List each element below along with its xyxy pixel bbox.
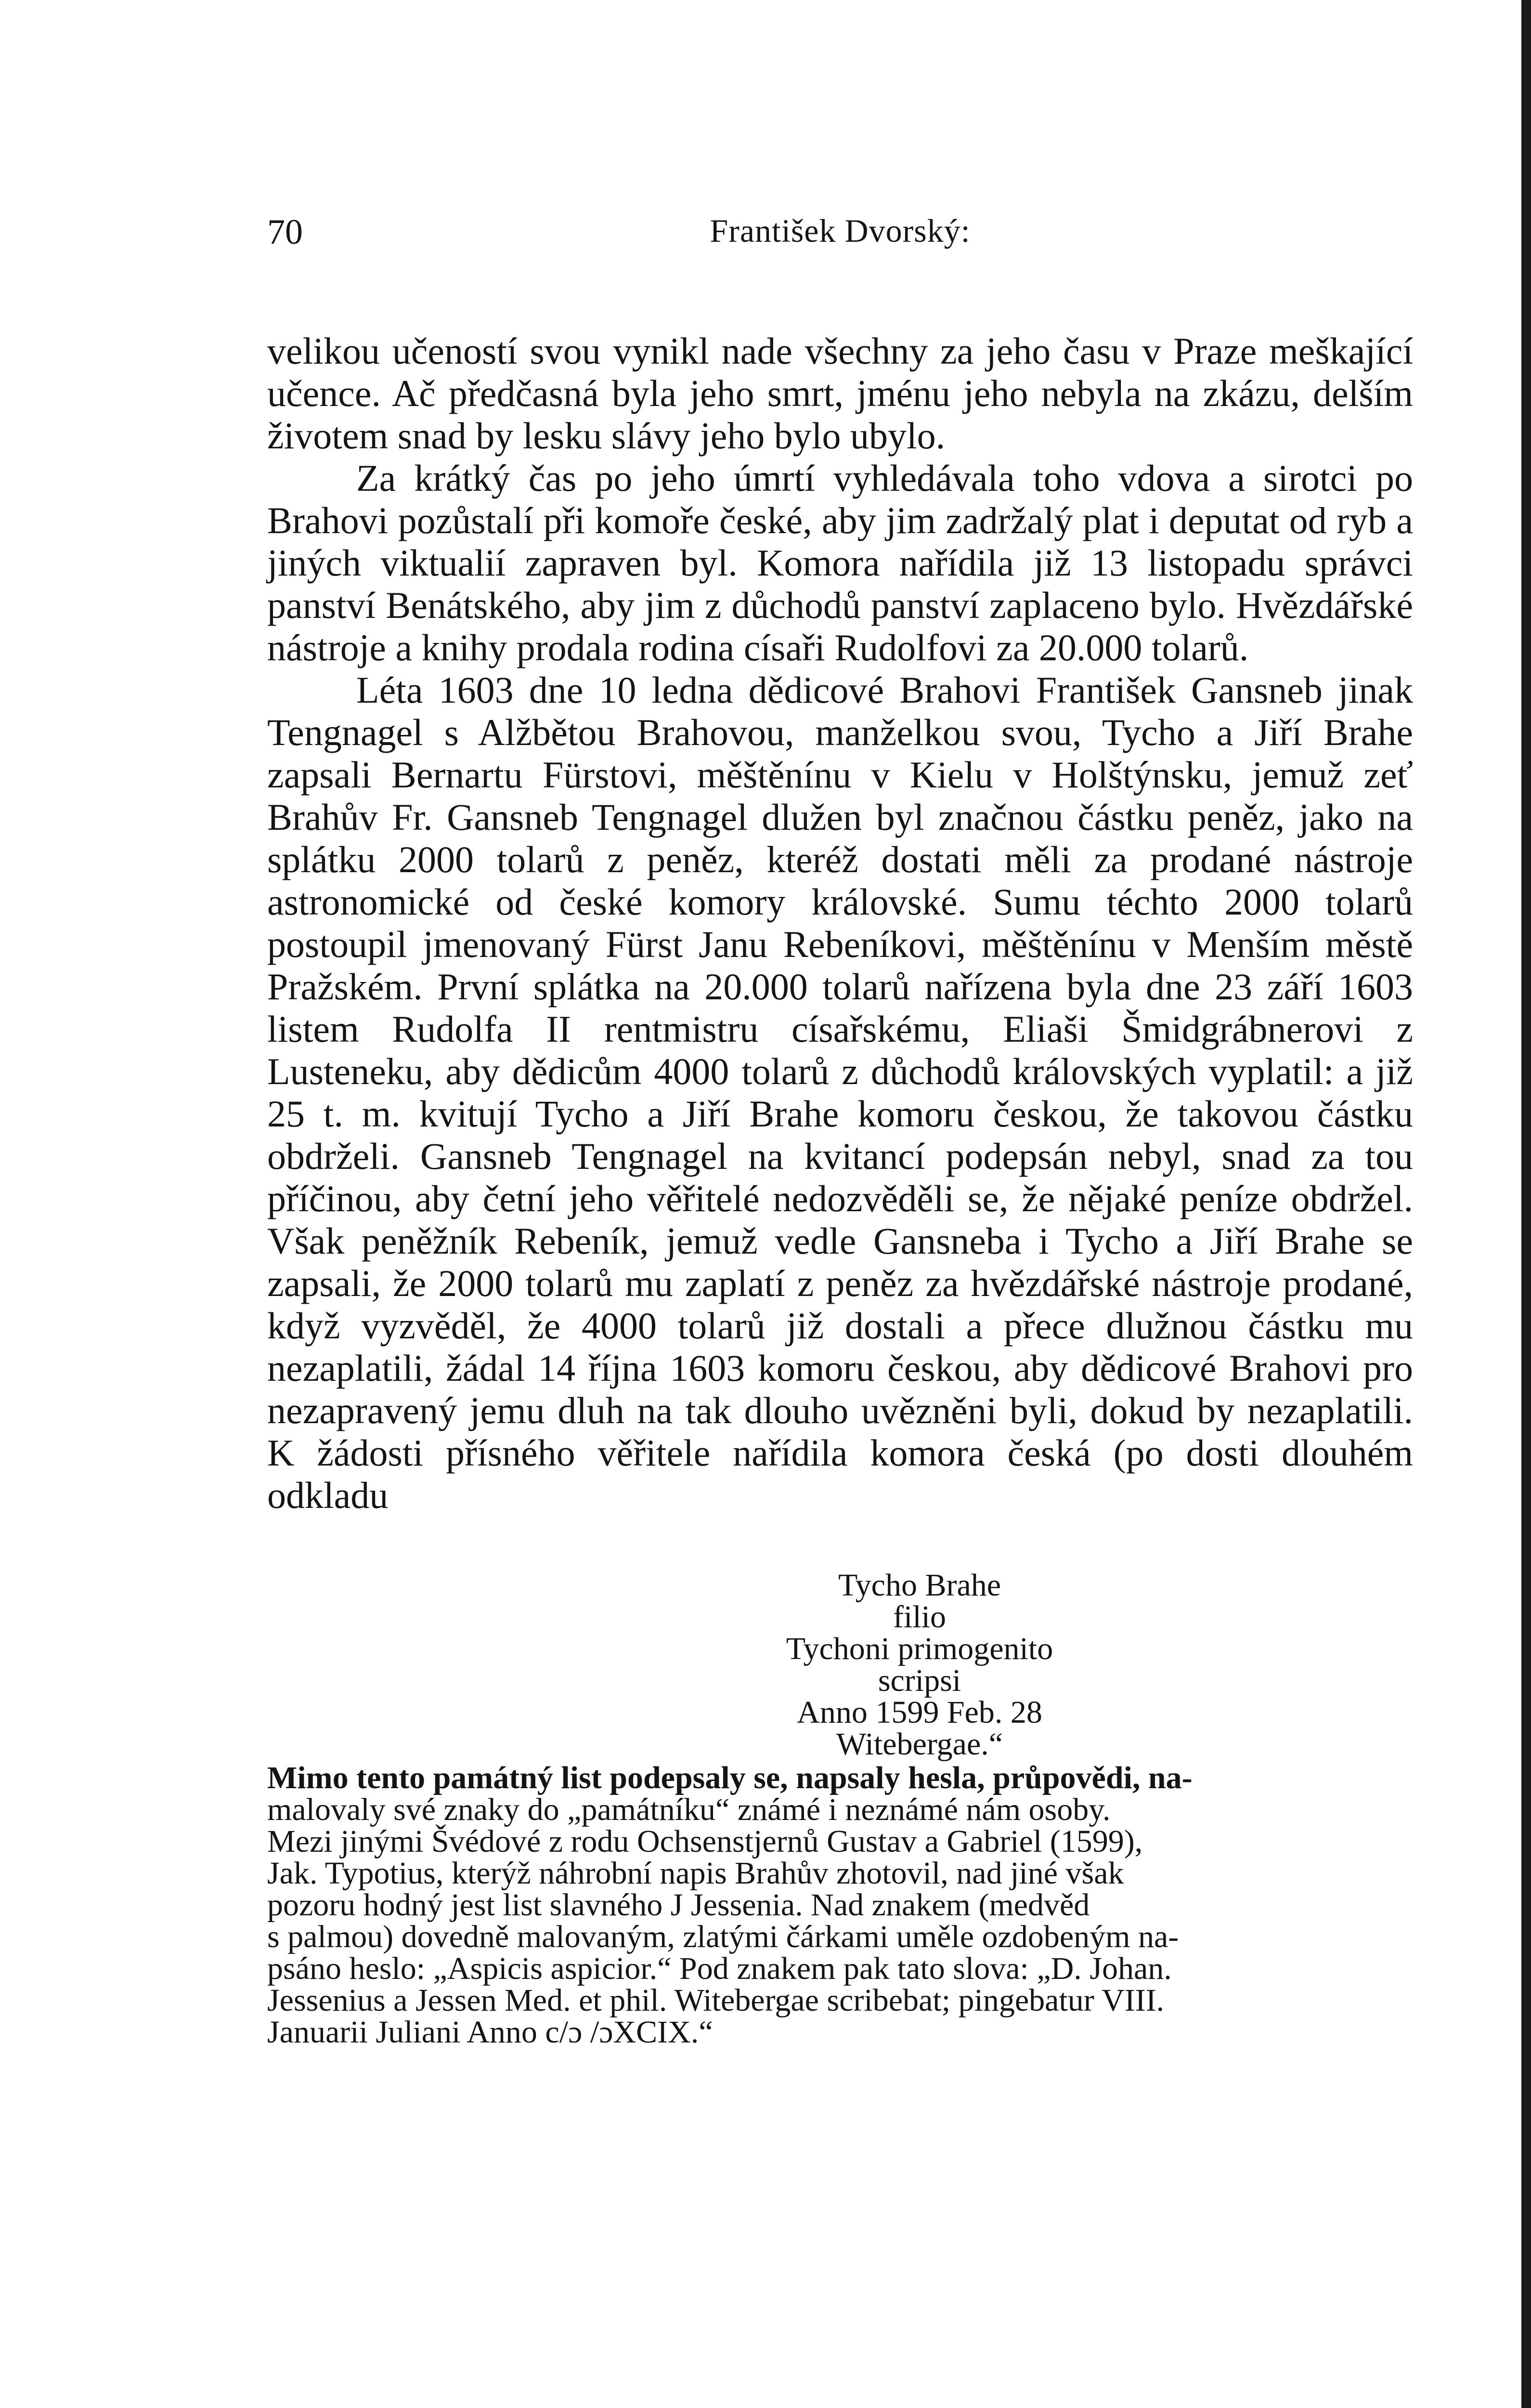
inscription-line: Tychoni primogenito <box>786 1631 1053 1666</box>
running-head: František Dvorský: <box>710 212 971 249</box>
inscription-line: Witebergae.“ <box>836 1727 1003 1762</box>
footnote <box>267 1570 1413 2048</box>
scan-edge-right <box>1521 0 1531 2408</box>
inscription-line: Tycho Brahe <box>838 1568 1001 1603</box>
footnote-line: Januarii Juliani Anno c/ɔ /ɔXCIX.“ <box>267 2015 713 2050</box>
inscription-line: scripsi <box>878 1663 961 1698</box>
footnote-line: malovaly své znaky do „památníku“ známé i neznámé nám osoby. <box>267 1792 1111 1827</box>
footnote-line: Mimo tento památný list podepsaly se, napsaly hesla, průpovědi, na- <box>267 1760 1193 1795</box>
paragraph-3: Léta 1603 dne 10 ledna dědicové Brahovi František Gansneb jinak Tengnagel s Alžbětou Brahovou, manželkou svou, Tycho a Jiří Brahe zapsali Bernartu Fürstovi, měštěnínu v Kielu v Holštýnsku, jemuž zeť Brahův Fr. Gansneb Tengnagel dlužen byl značnou částku peněz, jako na splátku 2000 tolarů z peněz, kteréž dostati měli za prodané nástroje astronomické od české komory královské. Sumu téchto 2000 tolarů postoupil jmenovaný Fürst Janu Rebeníkovi, měštěnínu v Menším městě Pražském. První splátka na 20.000 tolarů nařízena byla dne 23 září 1603 listem Rudolfa II rentmistru císařskému, Eliaši Šmidgrábnerovi z Lusteneku, aby dědicům 4000 tolarů z důchodů královských vyplatil: a již 25 t. m. kvitují Tycho a Jiří Brahe komoru českou, že takovou částku obdrželi. Gansneb Tengnagel na kvitancí podepsán nebyl, snad za tou příčinou, aby četní jeho věřitelé nedozvěděli se, že nějaké peníze obdržel. Však peněžník Rebeník, jemuž vedle Gansneba i Tycho a Jiří Brahe se zapsali, že 2000 tolarů mu zaplatí z peněz za hvězdářské nástroje prodané, když vyzvěděl, že 4000 tolarů již dostali a přece dlužnou částku mu nezaplatili, žádal 14 října 1603 komoru českou, aby dědicové Brahovi pro nezapravený jemu dluh na tak dlouho uvězněni byli, dokud by nezaplatili. K žádosti přísného věřitele nařídila komora česká (po dosti dlouhém odkladu <box>267 669 1413 1516</box>
page-number: 70 <box>267 212 303 252</box>
inscription-line: Anno 1599 Feb. 28 <box>797 1695 1042 1730</box>
footnote-line: pozoru hodný jest list slavného J Jessenia. Nad znakem (medvěd <box>267 1887 1090 1923</box>
inscription <box>267 1570 1413 1760</box>
inscription-line: filio <box>893 1599 946 1635</box>
footnote-line: s palmou) dovedně malovaným, zlatými čárkami uměle ozdobeným na- <box>267 1919 1179 1954</box>
book-page <box>267 212 1413 2048</box>
page-header <box>267 212 1413 265</box>
footnote-line: Jessenius a Jessen Med. et phil. Witebergae scribebat; pingebatur VIII. <box>267 1983 1165 2018</box>
footnote-line: psáno heslo: „Aspicis aspicior.“ Pod znakem pak tato slova: „D. Johan. <box>267 1951 1172 1986</box>
paragraph-2: Za krátký čas po jeho úmrtí vyhledávala toho vdova a sirotci po Brahovi pozůstalí při komoře české, aby jim zadržalý plat i deputat od ryb a jiných viktualií zapraven byl. Komora nařídila již 13 listopadu správci panství Benátského, aby jim z důchodů panství zaplaceno bylo. Hvězdářské nástroje a knihy prodala rodina císaři Rudolfovi za 20.000 tolarů. <box>267 457 1413 668</box>
body-text <box>267 330 1413 1517</box>
footnote-line: Mezi jinými Švédové z rodu Ochsenstjernů Gustav a Gabriel (1599), <box>267 1824 1143 1859</box>
footnote-text <box>267 1762 1413 2048</box>
paragraph-1: velikou učeností svou vynikl nade všechny za jeho času v Praze meškající učence. Ač předčasná byla jeho smrt, jménu jeho nebyla na zkázu, delším životem snad by lesku slávy jeho bylo ubylo. <box>267 330 1413 457</box>
footnote-line: Jak. Typotius, kterýž náhrobní napis Brahův zhotovil, nad jiné však <box>267 1856 1124 1891</box>
